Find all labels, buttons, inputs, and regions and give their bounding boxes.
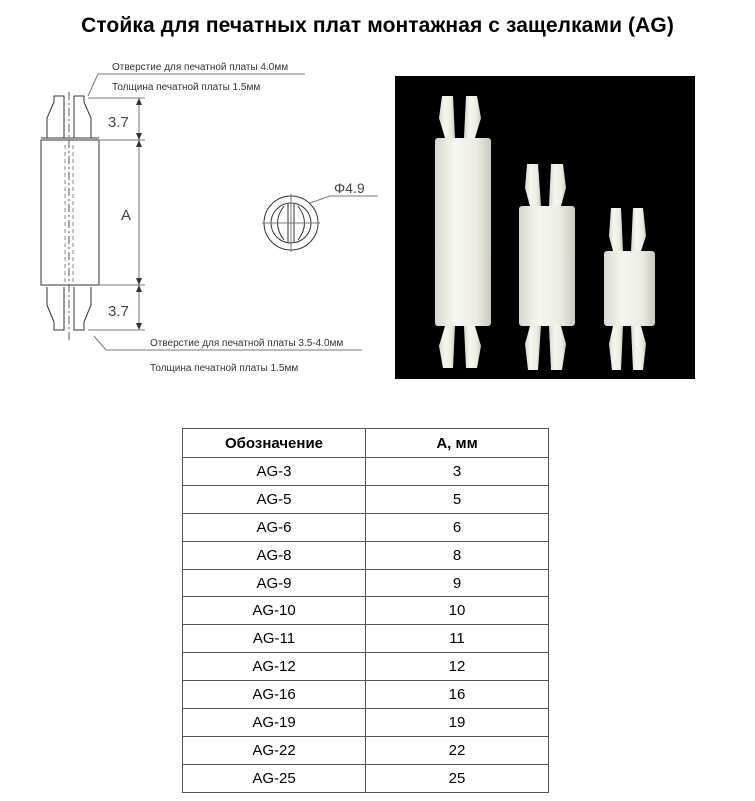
table-row [183,541,549,569]
cell-a-value: 22 [366,736,549,764]
cell-designation: AG-8 [183,541,366,569]
page-title: Стойка для печатных плат монтажная с защелками (AG) [81,14,674,37]
cell-a-value: 16 [366,681,549,709]
table-row [183,569,549,597]
dim-top-label: 3.7 [108,114,129,131]
table-header-row [183,429,549,458]
cell-designation: AG-19 [183,709,366,737]
cell-a-value: 25 [366,764,549,792]
cell-a-value: 3 [366,458,549,486]
table-row [183,597,549,625]
technical-drawing [0,55,395,385]
table-row [183,458,549,486]
product-photo-illustration [395,76,695,379]
cell-designation: AG-11 [183,625,366,653]
cell-a-value: 11 [366,625,549,653]
cell-a-value: 9 [366,569,549,597]
cell-a-value: 19 [366,709,549,737]
table-row [183,736,549,764]
standoff-small [604,208,655,370]
cell-designation: AG-5 [183,485,366,513]
cell-a-value: 5 [366,485,549,513]
cell-designation: AG-3 [183,458,366,486]
table-row [183,764,549,792]
standoff-medium [519,164,575,370]
cell-a-value: 12 [366,653,549,681]
note-bottom-thickness: Толщина печатной платы 1.5мм [150,363,299,374]
cell-a-value: 8 [366,541,549,569]
cell-designation: AG-25 [183,764,366,792]
cell-a-value: 6 [366,513,549,541]
product-photo [395,76,695,379]
standoff-large [435,96,491,368]
cell-designation: AG-12 [183,653,366,681]
cell-designation: AG-10 [183,597,366,625]
dim-bottom-label: 3.7 [108,303,129,320]
table-row [183,709,549,737]
note-top-thickness: Толщина печатной платы 1.5мм [112,82,261,93]
standoff-body [41,140,99,285]
table-row [183,513,549,541]
cell-designation: AG-22 [183,736,366,764]
cell-designation: AG-16 [183,681,366,709]
column-header-a-mm: A, мм [366,429,549,458]
cell-designation: AG-6 [183,513,366,541]
dim-middle-label: A [121,207,132,224]
cell-designation: AG-9 [183,569,366,597]
note-top-hole: Отверстие для печатной платы 4.0мм [112,62,289,73]
spec-table [182,428,549,793]
table-row [183,625,549,653]
column-header-designation: Обозначение [183,429,366,458]
note-bottom-hole: Отверстие для печатной платы 3.5-4.0мм [150,338,344,349]
table-row [183,485,549,513]
cell-a-value: 10 [366,597,549,625]
dim-diameter-label: Φ4.9 [334,180,365,196]
table-row [183,681,549,709]
table-row [183,653,549,681]
